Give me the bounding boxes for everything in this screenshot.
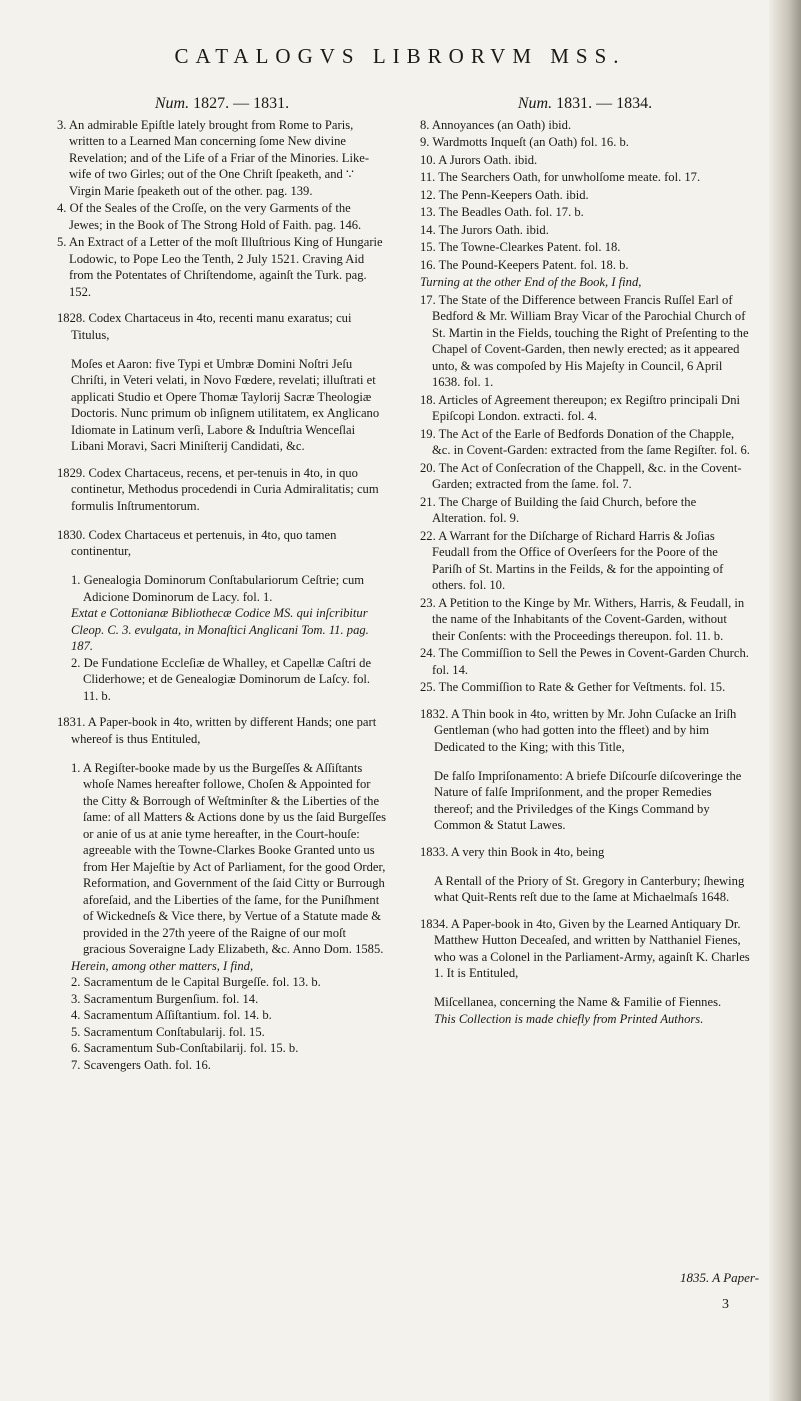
entry-1832: 1832. A Thin book in 4to, written by Mr. John Cuſacke an Iriſh Gentleman (who had gotten into the ffleet) and by him Dedicated to the King; with this Title, — [420, 706, 737, 754]
entry-4: 4. Of the Seales of the Croſſe, on the very Garments of the Jewes; in the Book of The Strong Hold of Faith. pag. 146. — [57, 201, 362, 232]
entry-3: 3. An admirable Epiſtle lately brought from Rome to Paris, written to a Learned Man concerning ſome New divine Revelation; and of the Life of a Friar of the Minories. Like-wife of two Girles; out of the One Chriſt ſpeaketh, and ∵ Virgin Marie ſpeaketh out of the other. pag. 139. — [57, 117, 370, 198]
entry-19: 19. The Act of the Earle of Bedfords Donation of the Chapple, &c. in Covent-Garden: extracted from the ſame Regiſter. fol. 6. — [420, 426, 750, 457]
entry-16-note: Turning at the other End of the Book, I find, — [420, 275, 642, 289]
left-column-head — [57, 96, 387, 113]
range-label: 1827. — 1831. — [193, 95, 290, 112]
entry-10: 10. A Jurors Oath. ibid. — [420, 152, 538, 167]
num-label: Num. — [154, 95, 190, 112]
entry-23: 23. A Petition to the Kinge by Mr. Withers, Harris, & Feudall, in the name of the Inhabitants of the Covent-Garden, without their Conſents: with the Proceedings thereupon. fol. 11. b. — [420, 595, 745, 643]
entry-1831-herein: Herein, among other matters, I find, — [71, 958, 254, 973]
num-label: Num. — [517, 95, 553, 112]
entry-5: 5. An Extract of a Letter of the moſt Illuſtrious King of Hungarie Lodowic, to Pope Leo the Tenth, 2 July 1521. Craving Aid from the Potentates of Chriſtendome, againſt the Turk. pag. 152. — [57, 235, 383, 299]
entry-1834-note: This Collection is made chiefly from Printed Authors. — [434, 1011, 704, 1026]
entry-18: 18. Articles of Agreement thereupon; ex Regiſtro principali Dni Epiſcopi London. extracti. fol. 4. — [420, 392, 741, 423]
entry-11: 11. The Searchers Oath, for unwholſome meate. fol. 17. — [420, 170, 701, 184]
entry-1831-2: 2. Sacramentum de le Capital Burgeſſe. fol. 13. b. — [71, 975, 321, 990]
page-edge — [769, 0, 801, 1401]
entry-1828-body: Moſes et Aaron: five Typi et Umbræ Domini Noſtri Jeſu Chriſti, in Veteri velati, in Novo Fœdere, revelati; illuſtrati et applicati Studio et Opere Thomæ Taylorij Sacræ Theologiæ Doctoris. Nunc primum ob inſignem utilitatem, ex Anglicano Idiomate in Latinum verſi, Labore & Induſtria Wenceſlai Libani Moravi, Sacri Miniſterij Candidati, &c. — [71, 356, 380, 454]
entry-12: 12. The Penn-Keepers Oath. ibid. — [420, 187, 589, 202]
entry-17: 17. The State of the Difference between Francis Ruſſel Earl of Bedford & Mr. William Bray Vicar of the Parochial Church of St. Martin in the Fields, touching the Right of Preſenting to the Chapel of Covent-Garden, then newly erected; as it appeared unto, & was compoſed by His Majeſty in Council, 6 April 1638. fol. 1. — [420, 292, 749, 389]
entry-1831-6: 6. Sacramentum Sub-Conſtabilarij. fol. 15. b. — [71, 1041, 299, 1056]
entry-1833: 1833. A very thin Book in 4to, being — [420, 844, 605, 859]
entry-1830-2: 2. De Fundatione Eccleſiæ de Whalley, et Capellæ Caſtri de Cliderhowe; et de Genealogiæ Dominorum de Laſcy. fol. 11. b. — [71, 655, 372, 703]
entry-9: 9. Wardmotts Inqueſt (an Oath) fol. 16. b. — [420, 135, 629, 149]
entry-1830-1: 1. Genealogia Dominorum Conſtabulariorum Ceſtrie; cum Adicione Dominorum de Lacy. fol. 1. — [71, 573, 365, 604]
range-label: 1831. — 1834. — [556, 95, 653, 112]
entry-1832-body: De falſo Impriſonamento: A briefe Diſcourſe diſcoveringe the Nature of falſe Impriſonment, and the proper Remedies thereof; and the Priviledges of the Kings Command by Common & Statut Lawes. — [434, 768, 742, 833]
entry-1829: 1829. Codex Chartaceus, recens, et per-tenuis in 4to, in quo continetur, Methodus procedendi in Curia Admiralitatis; cum formulis Inſtrumentorum. — [57, 465, 379, 513]
entry-24: 24. The Commiſſion to Sell the Pewes in Covent-Garden Church. fol. 14. — [420, 646, 749, 677]
entry-1830-note: Extat e Cottonianæ Bibliothecæ Codice MS. qui inſcribitur Cleop. C. 3. evulgata, in Monaſtici Anglicani Tom. 11. pag. 187. — [71, 606, 369, 654]
entry-13: 13. The Beadles Oath. fol. 17. b. — [420, 205, 584, 219]
entry-1834-body: Miſcellanea, concerning the Name & Familie of Fiennes. — [434, 995, 722, 1010]
page-header: CATALOGVS LIBRORVM MSS. — [174, 44, 626, 68]
entry-1831-5: 5. Sacramentum Conſtabularij. fol. 15. — [71, 1024, 265, 1039]
entry-1833-body: A Rentall of the Priory of St. Gregory in Canterbury; ſhewing what Quit-Rents reſt due to the ſame at Michaelmaſs 1648. — [434, 873, 745, 905]
right-column — [420, 96, 750, 1027]
left-column — [57, 96, 387, 1073]
entry-15: 15. The Towne-Clearkes Patent. fol. 18. — [420, 240, 621, 254]
entry-1831-3: 3. Sacramentum Burgenſium. fol. 14. — [71, 991, 259, 1006]
entry-1828: 1828. Codex Chartaceus in 4to, recenti manu exaratus; cui Titulus, — [57, 311, 352, 342]
entry-21: 21. The Charge of Building the ſaid Church, before the Alteration. fol. 9. — [420, 494, 697, 525]
entry-1831-4: 4. Sacramentum Aſſiſtantium. fol. 14. b. — [71, 1008, 272, 1023]
entry-1831-7: 7. Scavengers Oath. fol. 16. — [71, 1057, 211, 1072]
right-column-head — [420, 96, 750, 113]
entry-25: 25. The Commiſſion to Rate & Gether for Veſtments. fol. 15. — [420, 680, 726, 694]
page-number: 3 — [722, 1297, 729, 1312]
entry-20: 20. The Act of Conſecration of the Chappell, &c. in the Covent-Garden; extracted from the ſame. fol. 7. — [420, 460, 742, 491]
entry-22: 22. A Warrant for the Diſcharge of Richard Harris & Joſias Feudall from the Office of Overſeers for the Poore of the Pariſh of St. Martins in the Feilds, & for the appointing of others. fol. 10. — [420, 528, 724, 592]
entry-16: 16. The Pound-Keepers Patent. fol. 18. b. — [420, 257, 629, 272]
entry-14: 14. The Jurors Oath. ibid. — [420, 222, 549, 237]
entry-1831: 1831. A Paper-book in 4to, written by different Hands; one part whereof is thus Entituled, — [57, 715, 377, 746]
catchword: 1835. A Paper- — [680, 1270, 760, 1285]
entry-1831-1: 1. A Regiſter-booke made by us the Burgeſſes & Aſſiſtants whoſe Names hereafter followe, Choſen & Appointed for the Citty & Borrough of Weſtminſter & the Liberties of the ſame: of all Matters & Actions done by us the ſaid Burgeſſes or anie of us at anie tyme hereafter, in the Court-houſe: agreeable with the Towne-Clarkes Booke Granted unto us from Her Majeſtie by Act of Parliament, for the good Order, Reformation, and Government of the ſaid Citty or Burrough aforeſaid, and the Liberties of the ſame, for the Puniſhment of Wickedneſs & Vice there, by Vertue of a Statute made & provided in the 27th yeere of the Raigne of our moſt gracious Soveraigne Lady Elizabeth, &c. Anno Dom. 1585. — [71, 760, 387, 957]
entry-8: 8. Annoyances (an Oath) ibid. — [420, 117, 572, 132]
entry-1834: 1834. A Paper-book in 4to, Given by the Learned Antiquary Dr. Matthew Hutton Deceaſed, and written by Natthaniel Fienes, who was a Colonel in the Parliament-Army, againſt K. Charles 1. It is Entituled, — [420, 916, 750, 981]
entry-1830: 1830. Codex Chartaceus et pertenuis, in 4to, quo tamen continentur, — [57, 527, 337, 559]
